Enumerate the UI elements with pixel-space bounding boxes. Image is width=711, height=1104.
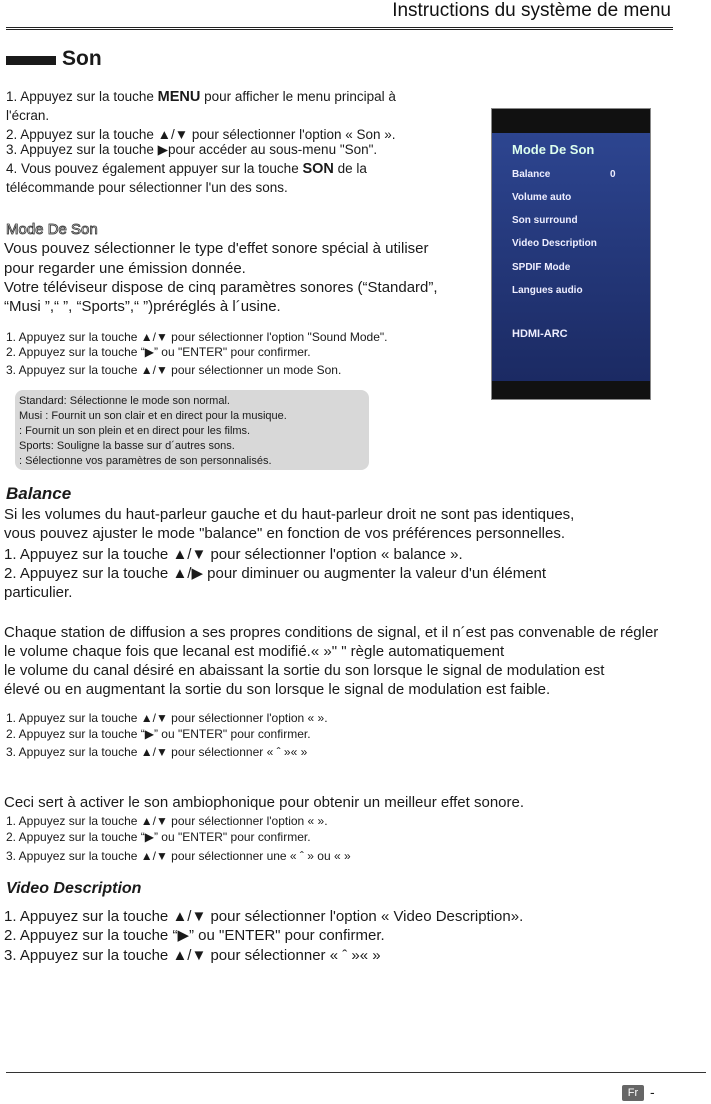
tv-menu-balance-value: 0 xyxy=(610,169,616,180)
balance-step-1: 1. Appuyez sur la touche ▲/▼ pour sélectionner l'option « balance ». xyxy=(4,546,463,563)
video-description-title: Video Description xyxy=(6,880,142,897)
footer-rule xyxy=(6,1072,706,1073)
note-sports: Sports: Souligne la basse sur d´autres sons. xyxy=(19,440,235,452)
balance-step-3: particulier. xyxy=(4,584,73,601)
surround-step-3: 3. Appuyez sur la touche ▲/▼ pour sélectionner une « ˆ » ou « » xyxy=(6,849,351,863)
tv-menu-item-hdmi-arc: HDMI-ARC xyxy=(512,328,568,340)
section-title: Son xyxy=(62,47,102,70)
tv-menu-bottom-bar xyxy=(492,381,650,399)
mode-son-title: Mode De Son xyxy=(6,221,98,238)
intro-line-2: l'écran. xyxy=(6,108,50,123)
volume-auto-step-1: 1. Appuyez sur la touche ▲/▼ pour sélectionner l'option « ». xyxy=(6,711,328,725)
mode-son-para-1: Vous pouvez sélectionner le type d'effet sonore spécial à utiliser xyxy=(4,240,429,257)
page-number-dash: - xyxy=(650,1084,655,1100)
volume-auto-step-2: 2. Appuyez sur la touche “▶” ou "ENTER" pour confirmer. xyxy=(6,727,311,741)
intro-line-6: télécommande pour sélectionner l'un des sons. xyxy=(6,180,288,195)
mode-son-step-3: 3. Appuyez sur la touche ▲/▼ pour sélectionner un mode Son. xyxy=(6,363,342,377)
volume-auto-para-3: le volume du canal désiré en abaissant la sortie du son lorsque le signal de modulation est xyxy=(4,662,605,679)
volume-auto-para-4: élevé ou en augmentant la sortie du son lorsque le signal de modulation est faible. xyxy=(4,681,551,698)
balance-para-2: vous pouvez ajuster le mode "balance" en fonction de vos préférences personnelles. xyxy=(4,525,565,542)
mode-son-para-3: Votre téléviseur dispose de cinq paramètres sonores (“Standard”, xyxy=(4,279,438,296)
note-standard: Standard: Sélectionne le mode son normal. xyxy=(19,395,230,407)
video-desc-step-2: 2. Appuyez sur la touche “▶” ou "ENTER" pour confirmer. xyxy=(4,927,385,944)
surround-step-2: 2. Appuyez sur la touche “▶” ou "ENTER" pour confirmer. xyxy=(6,830,311,844)
surround-para: Ceci sert à activer le son ambiophonique pour obtenir un meilleur effet sonore. xyxy=(4,794,525,811)
balance-step-2: 2. Appuyez sur la touche ▲/▶ pour diminuer ou augmenter la valeur d'un élément xyxy=(4,565,547,582)
tv-menu-top-bar xyxy=(492,109,650,133)
language-badge: Fr xyxy=(622,1085,644,1101)
header-rule-2 xyxy=(6,29,673,30)
volume-auto-para-1: Chaque station de diffusion a ses propres conditions de signal, et il n´est pas convenable de régler xyxy=(4,624,659,641)
tv-menu-item-volume-auto: Volume auto xyxy=(512,192,572,203)
tv-menu-item-video-description: Video Description xyxy=(512,238,597,249)
intro-line-5: 4. Vous pouvez également appuyer sur la touche SON de la xyxy=(6,161,367,177)
tv-menu-item-balance: Balance xyxy=(512,169,551,180)
note-personnel: : Sélectionne vos paramètres de son personnalisés. xyxy=(19,455,272,467)
tv-menu-header: Mode De Son xyxy=(512,142,595,157)
mode-son-para-2: pour regarder une émission donnée. xyxy=(4,260,246,277)
video-desc-step-3: 3. Appuyez sur la touche ▲/▼ pour sélectionner « ˆ »« » xyxy=(4,947,381,964)
header-rule xyxy=(6,27,673,28)
section-bar xyxy=(6,56,56,65)
mode-son-para-4: “Musi ”,“ ”, “Sports”,“ ”)préréglés à l´usine. xyxy=(4,298,281,315)
intro-line-4: 3. Appuyez sur la touche ▶pour accéder au sous-menu "Son". xyxy=(6,142,378,157)
mode-son-step-1: 1. Appuyez sur la touche ▲/▼ pour sélectionner l'option "Sound Mode". xyxy=(6,330,388,344)
tv-menu-item-spdif: SPDIF Mode xyxy=(512,262,571,273)
tv-menu-item-langues: Langues audio xyxy=(512,285,583,296)
note-film: : Fournit un son plein et en direct pour les films. xyxy=(19,425,251,437)
volume-auto-step-3: 3. Appuyez sur la touche ▲/▼ pour sélectionner « ˆ »« » xyxy=(6,745,308,759)
balance-para-1: Si les volumes du haut-parleur gauche et du haut-parleur droit ne sont pas identiques, xyxy=(4,506,575,523)
tv-sound-menu-screenshot xyxy=(491,108,651,400)
video-desc-step-1: 1. Appuyez sur la touche ▲/▼ pour sélectionner l'option « Video Description». xyxy=(4,908,524,925)
tv-menu-item-surround: Son surround xyxy=(512,215,578,226)
page-header-title: Instructions du système de menu xyxy=(392,0,671,21)
intro-line-3: 2. Appuyez sur la touche ▲/▼ pour sélectionner l'option « Son ». xyxy=(6,127,396,142)
surround-step-1: 1. Appuyez sur la touche ▲/▼ pour sélectionner l'option « ». xyxy=(6,814,328,828)
volume-auto-para-2: le volume chaque fois que lecanal est modifié.« »" " règle automatiquement xyxy=(4,643,505,660)
note-musique: Musi : Fournit un son clair et en direct pour la musique. xyxy=(19,410,287,422)
intro-line-1: 1. Appuyez sur la touche MENU pour afficher le menu principal à xyxy=(6,89,396,105)
mode-son-step-2: 2. Appuyez sur la touche “▶” ou "ENTER" pour confirmer. xyxy=(6,345,311,359)
balance-title: Balance xyxy=(6,484,72,503)
